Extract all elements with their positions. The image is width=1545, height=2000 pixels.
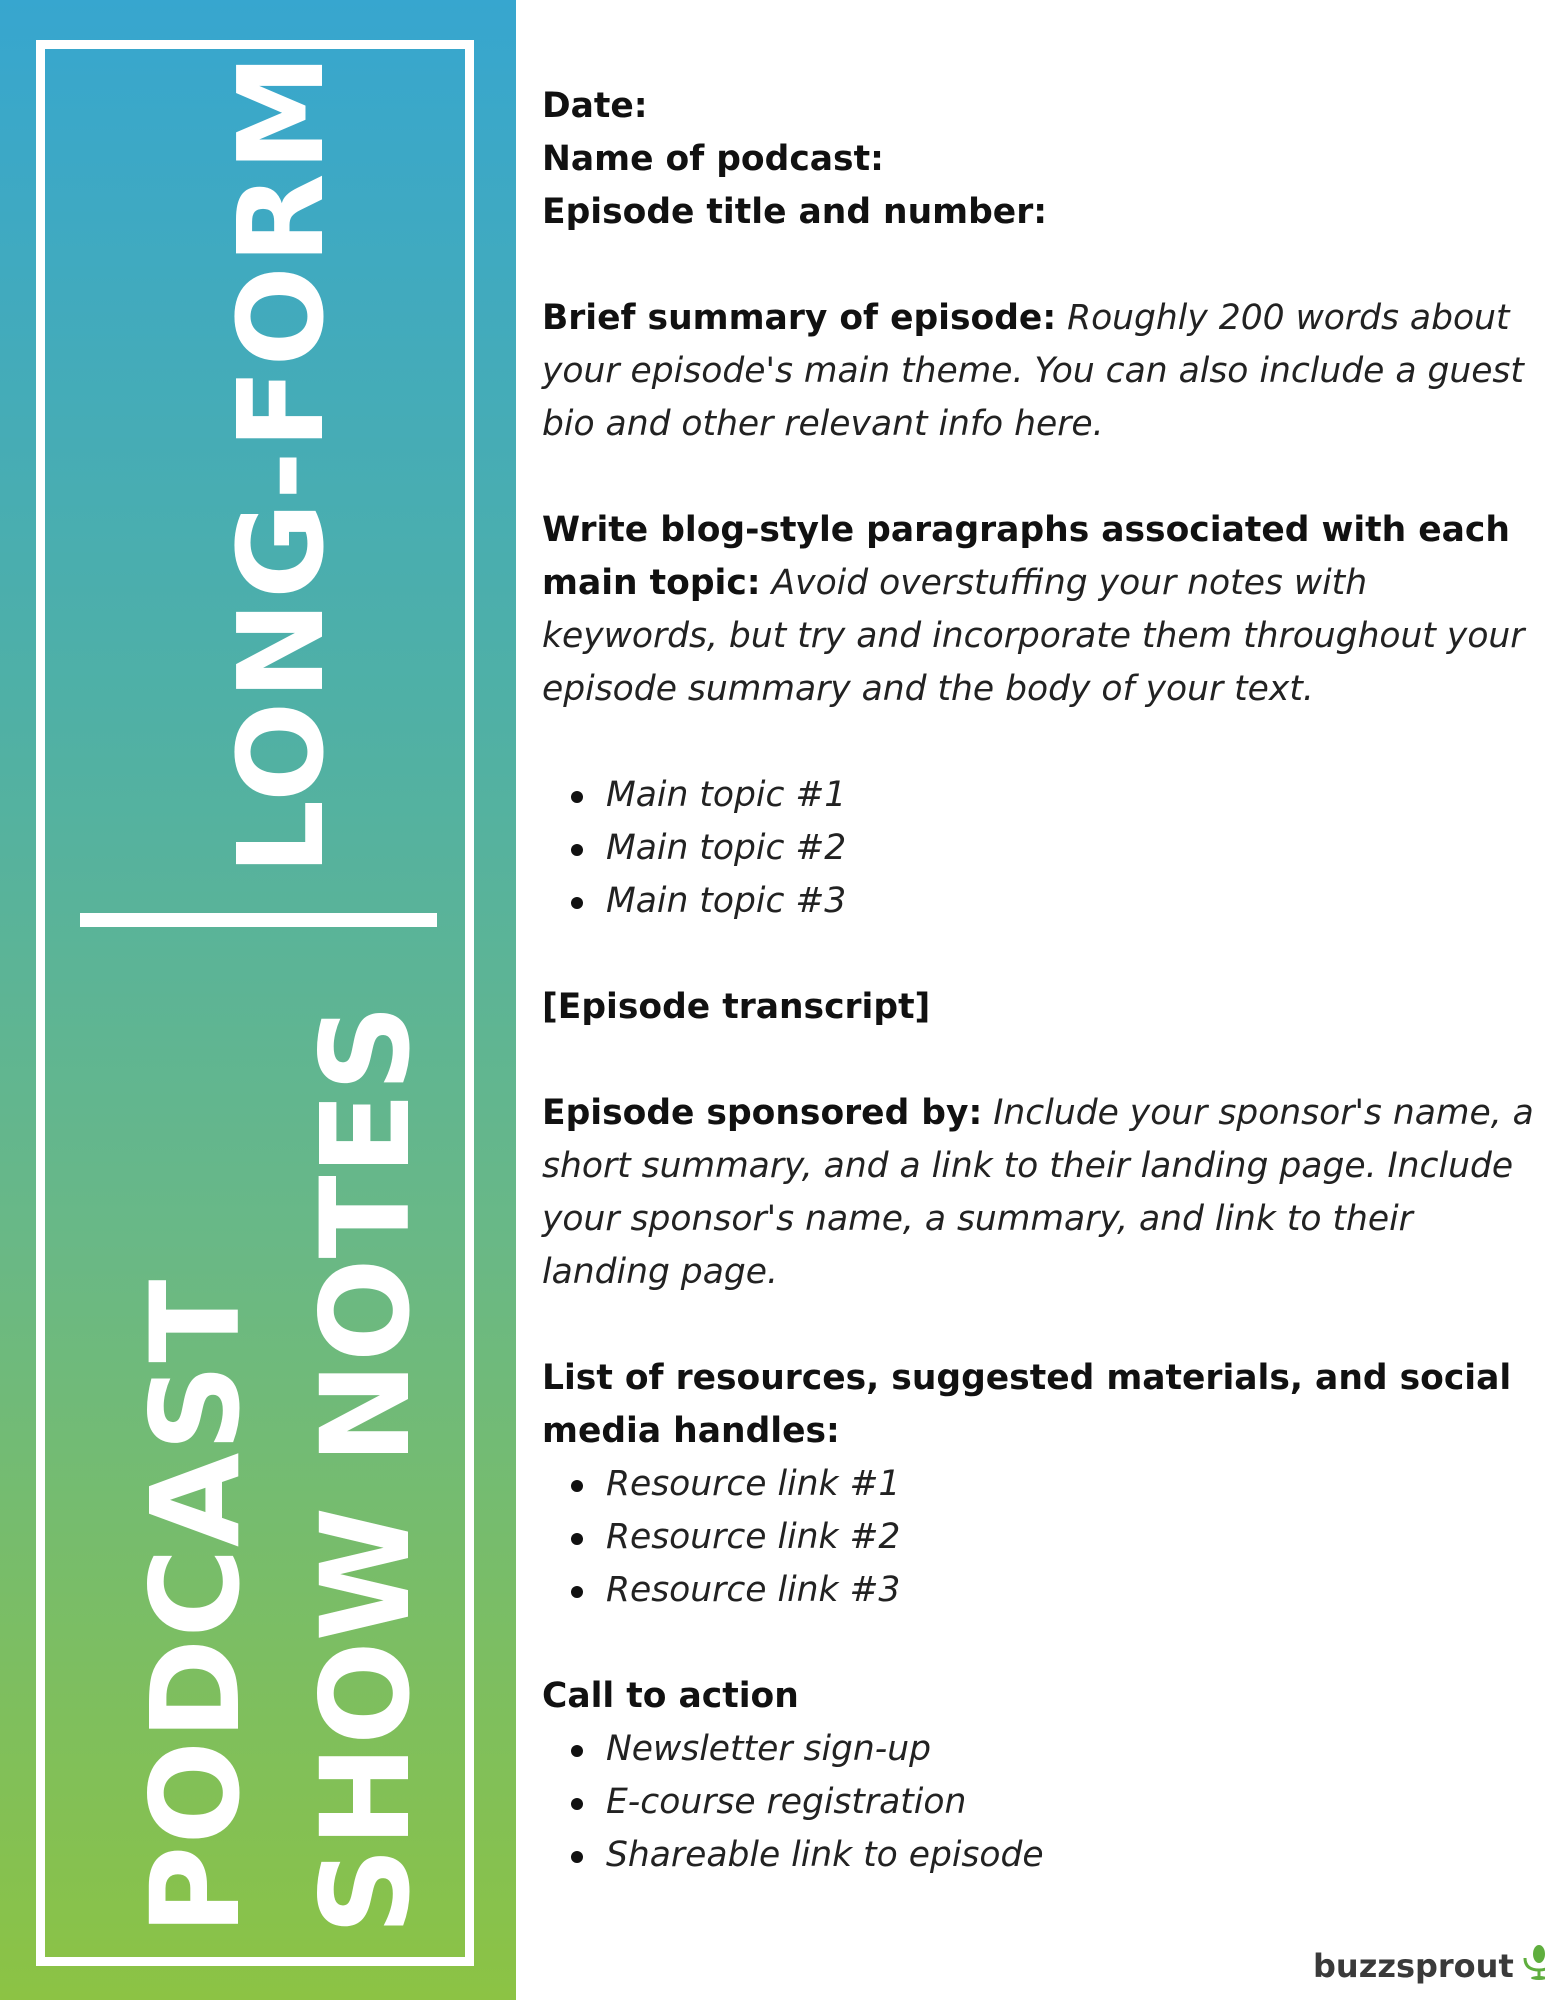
buzzsprout-logo (1313, 1946, 1545, 1986)
list-item: Main topic #2 (606, 822, 1542, 875)
topics-text: Avoid overstuffing your notes with keywords, but try and incorporate them throughout your episode summary and the body of your text. (542, 563, 1525, 709)
summary-label: Brief summary of episode: (542, 298, 1057, 338)
podcast-name-field: Name of podcast: (542, 139, 884, 179)
list-item: Newsletter sign-up (606, 1723, 1542, 1776)
resources-label: List of resources, suggested materials, and social media handles: (542, 1358, 1512, 1451)
list-item: Resource link #2 (606, 1511, 1542, 1564)
topics-list (542, 769, 1542, 928)
summary-text: Roughly 200 words about your episode's main theme. You can also include a guest bio and other relevant info here. (542, 298, 1524, 444)
list-item: E-course registration (606, 1776, 1542, 1829)
transcript-heading: [Episode transcript] (542, 987, 931, 1027)
title-sidebar (0, 0, 516, 2000)
sponsor-text: Include your sponsor's name, a short summary, and a link to their landing page. Include your sponsor's name, a summary, and link to their landing page. (542, 1093, 1534, 1292)
sponsor-section (542, 1087, 1542, 1299)
list-item: Resource link #3 (606, 1564, 1542, 1617)
topics-label-line2: main topic: (542, 563, 761, 603)
title-show-notes: SHOW NOTES (295, 1004, 437, 1935)
date-field: Date: (542, 86, 648, 126)
brand-name: buzzsprout (1313, 1947, 1514, 1985)
cta-label: Call to action (542, 1676, 799, 1716)
topics-label-line1: Write blog-style paragraphs associated with each (542, 510, 1510, 550)
microphone-logo-icon (1522, 1944, 1545, 1988)
list-item: Resource link #1 (606, 1458, 1542, 1511)
title-long-form: LONG-FORM (212, 51, 350, 875)
title-podcast: PODCAST (125, 1278, 267, 1935)
cta-list (542, 1723, 1542, 1882)
list-item: Shareable link to episode (606, 1829, 1542, 1882)
sponsor-label: Episode sponsored by: (542, 1093, 983, 1133)
summary-section (542, 292, 1542, 451)
episode-title-field: Episode title and number: (542, 192, 1048, 232)
template-body (542, 80, 1542, 1882)
list-item: Main topic #3 (606, 875, 1542, 928)
topics-section (542, 504, 1542, 716)
list-item: Main topic #1 (606, 769, 1542, 822)
title-divider (80, 913, 437, 927)
resources-list (542, 1458, 1542, 1617)
